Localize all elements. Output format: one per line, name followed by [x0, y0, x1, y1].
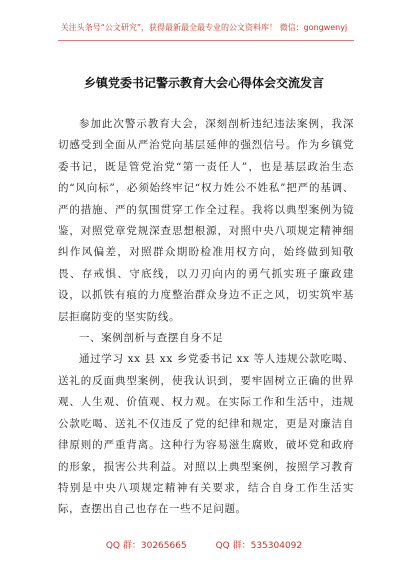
footer-qq-group-1: QQ 群：30265665: [105, 541, 187, 551]
paragraph-case-analysis: 通过学习 xx 县 xx 乡党委书记 xx 等人违规公款吃喝、送礼的反面典型案例，使我认识到，要牢固树立正确的世界观、人生观、价值观、权力观。在实际工作和生活中，违规公款吃喝、送礼不仅违反了党的纪律和规定，更是对廉洁自律原则的严重背离。这种行为容易滋生腐败，破坏党和政府的形象，损害公共利益。对照以上典型案例，按照学习教育特别是中央八项规定精神有关要求，结合自身工作生活实际，查摆出自己也存在一些不足问题。: [58, 353, 354, 516]
header-divider: [58, 40, 354, 41]
header-note: 关注头条号“公文研究”，获得最新最全最专业的公文资料库！ 微信：gongwenyj: [60, 23, 348, 32]
section-heading: 一、案例剖析与查摆自身不足: [79, 332, 224, 345]
footer-qq-group-2: QQ 群：535304092: [215, 541, 303, 551]
document-body: [58, 114, 354, 521]
document-title: 乡镇党委书记警示教育大会心得体会交流发言: [83, 76, 324, 90]
paragraph-intro: 参加此次警示教育大会，深刻剖析违纪违法案例，我深切感受到全面从严治党向基层延伸的强烈信号。作为乡镇党委书记，既是管党治党“第一责任人”，也是基层政治生态的“风向标”，必须始终牢记“权力姓公不姓私”把严的基调、严的措施、严的氛围贯穿工作全过程。我将以典型案例为镜鉴，对照党章党规深查思想根源，对照中央八项规定精神细纠作风偏差，对照群众期盼检准用权方向，始终做到知敬畏、存戒惧、守底线，以刀刃向内的勇气抓实班子廉政建设，以抓铁有痕的力度整治群众身边不正之风，切实筑牢基层拒腐防变的坚实防线。: [58, 118, 354, 323]
footer-contacts: [0, 538, 408, 551]
